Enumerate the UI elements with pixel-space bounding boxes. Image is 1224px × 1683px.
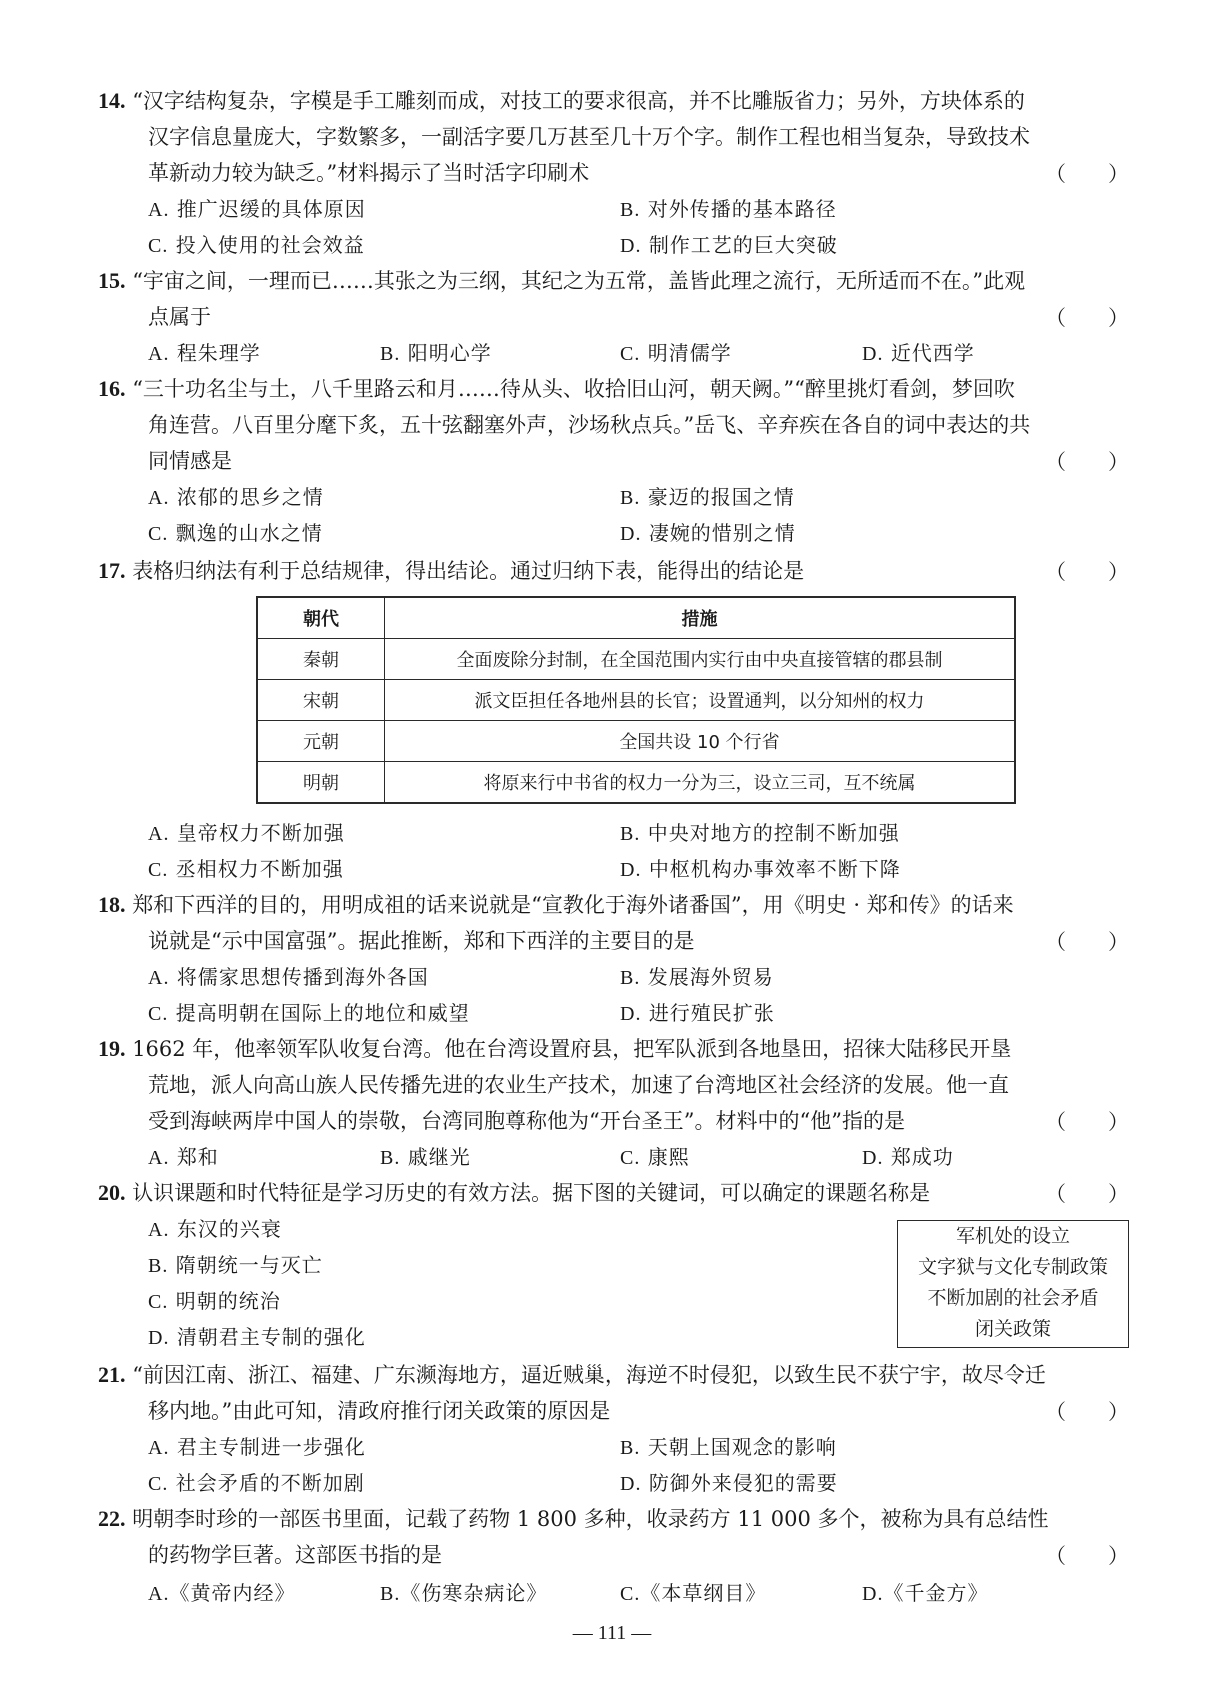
option-19-c[interactable]: C. 康熙 [620, 1145, 690, 1169]
table-row [257, 639, 1015, 680]
table-cell-measure: 全面废除分封制，在全国范围内实行由中央直接管辖的郡县制 [385, 639, 1016, 680]
table-header-dynasty: 朝代 [257, 597, 385, 639]
option-18-d[interactable]: D. 进行殖民扩张 [620, 1001, 775, 1025]
option-16-d[interactable]: D. 凄婉的惜别之情 [620, 521, 796, 545]
table-row [257, 762, 1015, 804]
question-19-line-3: 受到海峡两岸中国人的崇敬，台湾同胞尊称他为“开台圣王”。材料中的“他”指的是 [148, 1109, 905, 1133]
option-19-a[interactable]: A. 郑和 [148, 1145, 219, 1169]
option-17-a[interactable]: A. 皇帝权力不断加强 [148, 821, 345, 845]
option-14-b[interactable]: B. 对外传播的基本路径 [620, 197, 837, 221]
table-cell-measure: 全国共设 10 个行省 [385, 721, 1016, 762]
answer-paren-15[interactable]: （ ） [1045, 306, 1129, 330]
page-number: — 111 — [572, 1622, 652, 1644]
option-14-d[interactable]: D. 制作工艺的巨大突破 [620, 233, 838, 257]
keyword-item: 不断加剧的社会矛盾 [927, 1287, 1099, 1309]
option-17-c[interactable]: C. 丞相权力不断加强 [148, 857, 344, 881]
question-19-line-2: 荒地，派人向高山族人民传播先进的农业生产技术，加速了台湾地区社会经济的发展。他一直 [148, 1073, 1009, 1097]
table-row [257, 680, 1015, 721]
question-18-line-1: 18. 郑和下西洋的目的，用明成祖的话来说就是“宣教化于海外诸番国”，用《明史 · 郑和传》的话来 [98, 892, 1014, 917]
question-14-line-2: 汉字信息量庞大，字数繁多，一副活字要几万甚至几十万个字。制作工程也相当复杂，导致技术 [148, 125, 1030, 149]
option-14-c[interactable]: C. 投入使用的社会效益 [148, 233, 365, 257]
option-21-a[interactable]: A. 君主专制进一步强化 [148, 1435, 366, 1459]
option-16-b[interactable]: B. 豪迈的报国之情 [620, 485, 795, 509]
option-18-b[interactable]: B. 发展海外贸易 [620, 965, 774, 989]
option-17-d[interactable]: D. 中枢机构办事效率不断下降 [620, 857, 901, 881]
answer-paren-14[interactable]: （ ） [1045, 162, 1129, 186]
option-20-d[interactable]: D. 清朝君主专制的强化 [148, 1325, 366, 1349]
table-header-row [257, 597, 1015, 639]
question-16-line-3: 同情感是 [148, 449, 232, 473]
option-17-b[interactable]: B. 中央对地方的控制不断加强 [620, 821, 900, 845]
question-19-line-1: 19. 1662 年，他率领军队收复台湾。他在台湾设置府县，把军队派到各地垦田，招徕大陆移民开垦 [98, 1036, 1012, 1061]
table-cell-measure: 派文臣担任各地州县的长官；设置通判，以分知州的权力 [385, 680, 1016, 721]
option-21-c[interactable]: C. 社会矛盾的不断加剧 [148, 1471, 365, 1495]
table-cell-dynasty: 元朝 [257, 721, 385, 762]
table-header-measures: 措施 [385, 597, 1016, 639]
answer-paren-20[interactable]: （ ） [1045, 1182, 1129, 1206]
option-16-c[interactable]: C. 飘逸的山水之情 [148, 521, 323, 545]
option-20-c[interactable]: C. 明朝的统治 [148, 1289, 281, 1313]
option-22-b[interactable]: B.《伤寒杂病论》 [380, 1581, 548, 1605]
answer-paren-19[interactable]: （ ） [1045, 1110, 1129, 1134]
option-14-a[interactable]: A. 推广迟缓的具体原因 [148, 197, 366, 221]
question-14-line-3: 革新动力较为缺乏。”材料揭示了当时活字印刷术 [148, 161, 590, 185]
option-15-b[interactable]: B. 阳明心学 [380, 341, 492, 365]
table-cell-measure: 将原来行中书省的权力一分为三，设立三司，互不统属 [385, 762, 1016, 804]
option-21-d[interactable]: D. 防御外来侵犯的需要 [620, 1471, 838, 1495]
table-row [257, 721, 1015, 762]
option-19-b[interactable]: B. 戚继光 [380, 1145, 471, 1169]
table-cell-dynasty: 宋朝 [257, 680, 385, 721]
question-22-line-2: 的药物学巨著。这部医书指的是 [148, 1543, 442, 1567]
question-22-line-1: 22. 明朝李时珍的一部医书里面，记载了药物 1 800 多种，收录药方 11 000 多个，被称为具有总结性 [98, 1506, 1049, 1531]
option-20-b[interactable]: B. 隋朝统一与灭亡 [148, 1253, 323, 1277]
keyword-item: 闭关政策 [974, 1318, 1051, 1340]
answer-paren-17[interactable]: （ ） [1045, 560, 1129, 584]
question-16-line-1: 16. “三十功名尘与土，八千里路云和月……待从头、收拾旧山河，朝天阙。”“醉里挑灯看剑，梦回吹 [98, 376, 1015, 401]
option-19-d[interactable]: D. 郑成功 [862, 1145, 954, 1169]
option-16-a[interactable]: A. 浓郁的思乡之情 [148, 485, 324, 509]
question-15-line-1: 15. “宇宙之间，一理而已……其张之为三纲，其纪之为五常，盖皆此理之流行，无所适而不在。”此观 [98, 268, 1026, 293]
option-15-a[interactable]: A. 程朱理学 [148, 341, 261, 365]
question-14-line-1: 14. “汉字结构复杂，字模是手工雕刻而成，对技工的要求很高，并不比雕版省力；另外，方块体系的 [98, 88, 1025, 113]
option-22-d[interactable]: D.《千金方》 [862, 1581, 989, 1605]
keyword-item: 军机处的设立 [955, 1225, 1070, 1247]
question-16-line-2: 角连营。八百里分麾下炙，五十弦翻塞外声，沙场秋点兵。”岳飞、辛弃疾在各自的词中表达的共 [148, 413, 1031, 437]
table-cell-dynasty: 秦朝 [257, 639, 385, 680]
answer-paren-18[interactable]: （ ） [1045, 930, 1129, 954]
answer-paren-21[interactable]: （ ） [1045, 1400, 1129, 1424]
option-21-b[interactable]: B. 天朝上国观念的影响 [620, 1435, 837, 1459]
question-17-line-1: 17. 表格归纳法有利于总结规律，得出结论。通过归纳下表，能得出的结论是 [98, 558, 805, 583]
keywords-box [897, 1220, 1129, 1348]
question-21-line-2: 移内地。”由此可知，清政府推行闭关政策的原因是 [148, 1399, 611, 1423]
question-15-line-2: 点属于 [148, 305, 211, 329]
option-18-a[interactable]: A. 将儒家思想传播到海外各国 [148, 965, 429, 989]
option-15-d[interactable]: D. 近代西学 [862, 341, 975, 365]
option-22-a[interactable]: A.《黄帝内经》 [148, 1581, 296, 1605]
option-18-c[interactable]: C. 提高明朝在国际上的地位和威望 [148, 1001, 470, 1025]
question-21-line-1: 21. “前因江南、浙江、福建、广东濒海地方，逼近贼巢，海逆不时侵犯，以致生民不获宁宇，故尽令迁 [98, 1362, 1046, 1387]
measures-table [256, 596, 1016, 804]
option-20-a[interactable]: A. 东汉的兴衰 [148, 1217, 282, 1241]
option-22-c[interactable]: C.《本草纲目》 [620, 1581, 767, 1605]
keyword-item: 文字狱与文化专制政策 [917, 1256, 1108, 1278]
answer-paren-22[interactable]: （ ） [1045, 1544, 1129, 1568]
question-18-line-2: 说就是“示中国富强”。据此推断，郑和下西洋的主要目的是 [148, 929, 695, 953]
answer-paren-16[interactable]: （ ） [1045, 450, 1129, 474]
question-20-line-1: 20. 认识课题和时代特征是学习历史的有效方法。据下图的关键词，可以确定的课题名称是 [98, 1180, 931, 1205]
table-cell-dynasty: 明朝 [257, 762, 385, 804]
option-15-c[interactable]: C. 明清儒学 [620, 341, 732, 365]
